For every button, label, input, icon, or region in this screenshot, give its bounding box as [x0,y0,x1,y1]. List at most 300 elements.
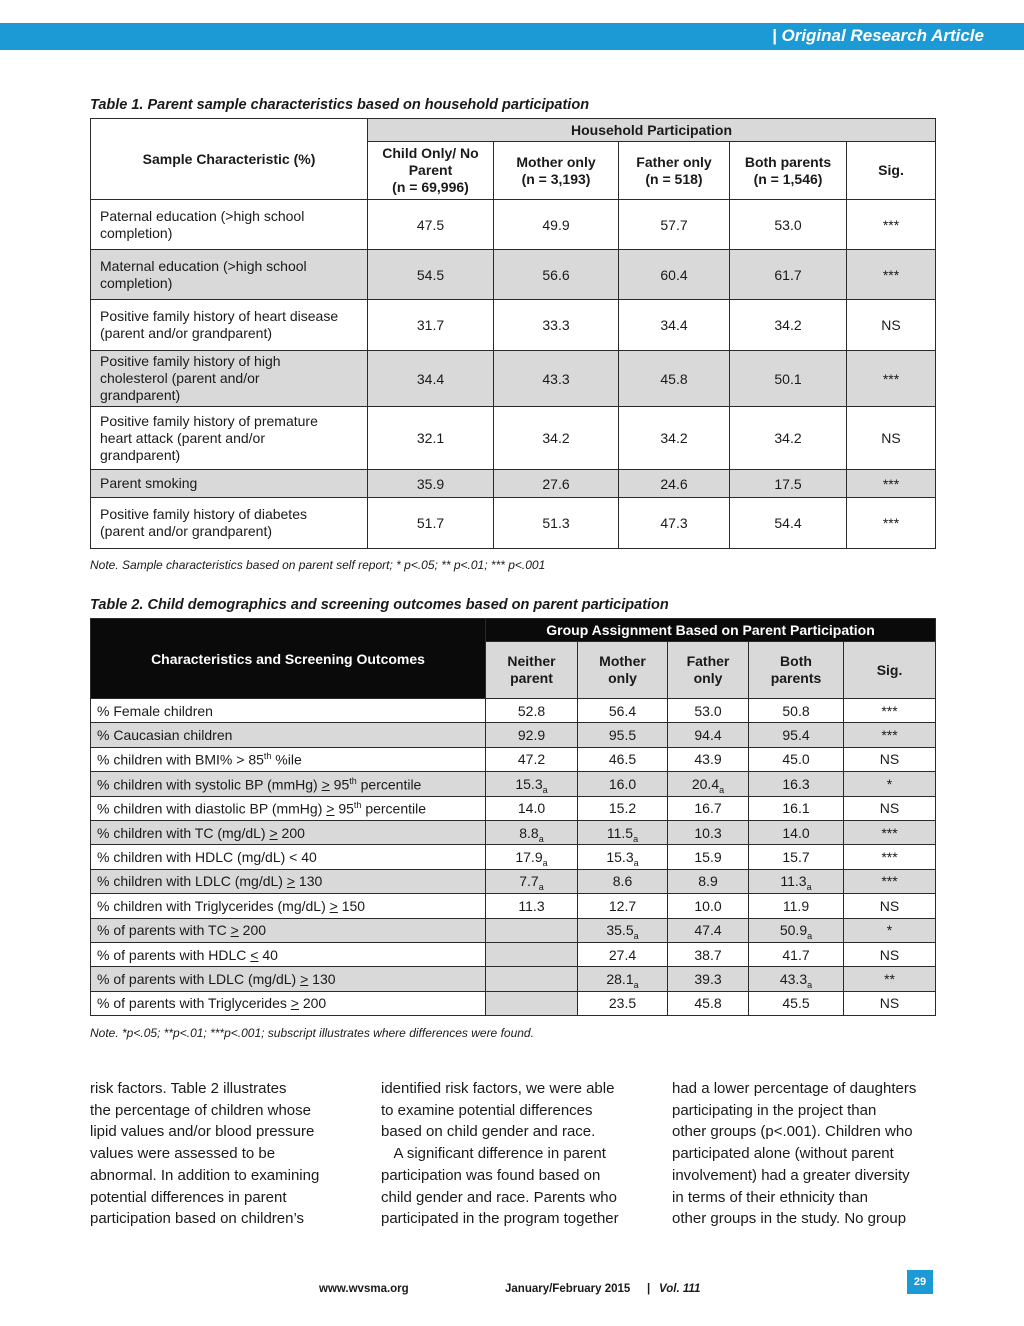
col-header [619,142,730,200]
body-line: participation was found based on [381,1166,601,1184]
subscript-marker: a [719,784,725,795]
article-type-label: | Original Research Article [772,26,984,45]
cell-value: 53.0 [730,200,847,250]
label-text: % Caucasian children [97,727,233,744]
row-label [91,351,368,407]
label-text: 200 [238,922,267,939]
text-line: heart attack (parent and/or [100,429,265,446]
value-text: 8.6 [612,873,633,890]
col-header [494,142,619,200]
table-row [91,942,936,966]
value-text: *** [881,702,898,719]
text-line: Paternal education (>high school [100,207,305,224]
cell-value [844,894,936,918]
body-column-1 [90,1078,352,1230]
cell-value: 57.7 [619,200,730,250]
row-label [91,869,486,893]
cell-value [578,918,668,942]
empty-cell [486,918,578,942]
comparison-symbol: > [230,922,239,939]
text-line: parent [510,670,553,686]
value-text: 10.3 [694,824,722,841]
body-line: other groups (p<.001). Children who [672,1123,913,1141]
text-line: Father [686,653,730,669]
comparison-symbol: > [290,995,299,1012]
empty-cell [486,967,578,991]
text-line: (parent and/or grandparent) [100,325,272,341]
body-line: A significant difference in parent [381,1145,606,1163]
body-line: child gender and race. Parents who [381,1188,617,1206]
cell-value: 32.1 [368,407,494,470]
cell-value [486,845,578,869]
cell-value [668,918,749,942]
value-text: 15.3 [606,849,634,866]
value-text: 14.0 [782,824,810,841]
cell-value: *** [847,470,936,498]
value-text: NS [879,751,900,768]
value-text: 15.9 [694,849,722,866]
cell-value: 34.2 [730,407,847,470]
cell-value: *** [847,498,936,549]
table2-note: Note. *p<.05; **p<.01; ***p<.001; subscript illustrates where differences were found. [90,1026,534,1040]
text-line: Father only [636,153,712,170]
table-row [91,200,936,250]
value-text: 12.7 [608,897,637,914]
label-text: percentile [361,800,427,817]
row-label [91,200,368,250]
col-header [578,642,668,699]
cell-value: 31.7 [368,300,494,351]
text-line: Neither [507,653,556,669]
value-text: 15.7 [782,849,810,866]
value-text: 16.3 [782,775,810,792]
body-line: in terms of their ethnicity than [672,1188,868,1206]
text-line: Child Only/ No [382,145,479,161]
cell-value: 34.4 [619,300,730,351]
subscript-marker: a [633,979,639,990]
value-text: 16.1 [782,800,810,817]
value-text: 23.5 [608,995,637,1012]
cell-value [578,747,668,771]
row-label [91,723,486,747]
text-line: (n = 69,996) [392,179,469,195]
text-line: completion) [100,274,173,291]
cell-value: NS [847,407,936,470]
comparison-symbol: < [250,946,259,963]
label-text: % of parents with LDLC (mg/dL) [97,970,301,987]
col-header [844,642,936,699]
value-text: 43.9 [694,751,722,768]
row-label [91,991,486,1015]
value-text: 16.7 [694,800,722,817]
cell-value [668,723,749,747]
row-label [91,845,486,869]
value-text: 8.9 [698,873,718,890]
cell-value [844,820,936,844]
subscript-marker: a [806,882,812,893]
text-line: parents [770,670,822,686]
body-line: values were assessed to be [90,1145,276,1163]
comparison-symbol: > [269,824,278,841]
text-line: Sig. [876,661,903,678]
cell-value [486,747,578,771]
col-header [368,142,494,200]
value-text: ** [884,970,895,987]
col-header [847,142,936,200]
text-line: only [693,670,723,686]
col-header-characteristic: Sample Characteristic (%) [91,119,368,200]
comparison-symbol: > [300,970,309,987]
header-bar [0,23,1024,50]
empty-cell [486,991,578,1015]
row-label [91,250,368,300]
value-text: 27.4 [608,946,637,963]
cell-value: *** [847,250,936,300]
table-row [91,820,936,844]
body-line: participation based on children’s [90,1210,305,1228]
body-line: abnormal. In addition to examining [90,1166,320,1184]
row-label [91,796,486,820]
cell-value [844,845,936,869]
footer-volume: Vol. 111 [659,1283,701,1295]
cell-value: 45.8 [619,351,730,407]
value-text: 47.4 [694,922,722,939]
cell-value [844,796,936,820]
body-line: participating in the project than [672,1101,877,1119]
cell-value: 24.6 [619,470,730,498]
value-text: 43.3 [779,970,808,987]
cell-value [749,869,844,893]
value-text: 11.3 [518,897,545,914]
text-line: only [608,670,637,686]
value-text: 45.5 [782,995,810,1012]
subscript-marker: a [542,858,548,869]
row-label [91,942,486,966]
value-text: 92.9 [517,727,546,744]
value-text: 11.3 [780,873,807,890]
value-text: 53.0 [694,702,722,719]
text-line: Positive family history of high [100,353,281,369]
comparison-symbol: > [326,800,335,817]
label-text: % children with systolic BP (mmHg) [97,776,322,793]
footer-separator: | [647,1283,651,1295]
cell-value [749,918,844,942]
cell-value [668,967,749,991]
table-row [91,772,936,796]
value-text: 20.4 [691,775,720,792]
subscript-marker: a [633,833,639,844]
label-text: % children with LDLC (mg/dL) [97,873,287,890]
cell-value: 54.4 [730,498,847,549]
value-text: 45.8 [694,995,722,1012]
text-line: completion) [100,224,173,241]
cell-value [844,991,936,1015]
cell-value [844,869,936,893]
cell-value: 35.9 [368,470,494,498]
subscript-marker: a [538,833,544,844]
value-text: * [886,922,893,939]
ordinal-suffix: th [263,751,272,762]
ordinal-suffix: th [349,775,357,786]
table-row [91,300,936,351]
cell-value [749,845,844,869]
label-text: % of parents with HDLC [97,946,251,963]
label-text: % of parents with Triglycerides [97,995,291,1012]
footer-issue-date: January/February 2015 [505,1283,631,1295]
label-text: 200 [277,824,305,841]
body-column-2 [381,1078,643,1230]
cell-value: 51.3 [494,498,619,549]
cell-value: 34.4 [368,351,494,407]
cell-value [486,723,578,747]
comparison-symbol: > [286,873,296,890]
cell-value [844,772,936,796]
cell-value [844,918,936,942]
empty-cell [486,942,578,966]
row-label [91,407,368,470]
row-label [91,699,486,723]
value-text: 41.7 [782,946,810,963]
header-row [91,119,936,142]
comparison-symbol: > [329,897,338,914]
text-line: Sig. [878,162,904,178]
value-text: 95.4 [782,727,810,744]
value-text: NS [879,946,900,963]
cell-value [749,699,844,723]
value-text: 7.7 [519,873,539,890]
cell-value: 33.3 [494,300,619,351]
text-line: Positive family history of heart disease [100,308,339,324]
comparison-symbol: > [321,776,330,793]
cell-value [668,845,749,869]
cell-value [486,820,578,844]
text-line: Mother [599,653,646,669]
label-text: percentile [356,776,422,793]
value-text: NS [879,897,900,914]
row-label [91,820,486,844]
value-text: 16.0 [608,775,637,792]
text-line: grandparent) [100,387,181,403]
cell-value [578,820,668,844]
text-line: Positive family history of diabetes [100,506,307,522]
cell-value [486,869,578,893]
text-line: Both [780,653,812,669]
value-text: NS [879,800,900,817]
cell-value [668,942,749,966]
cell-value [578,796,668,820]
cell-value [578,942,668,966]
cell-value [844,967,936,991]
table-row [91,918,936,942]
value-text: *** [881,824,898,841]
cell-value: 47.5 [368,200,494,250]
value-text: *** [881,849,898,866]
cell-value [749,723,844,747]
table1 [90,118,936,549]
cell-value [844,699,936,723]
value-text: 95.5 [608,727,637,744]
cell-value: 49.9 [494,200,619,250]
value-text: 11.5 [606,824,634,841]
cell-value [486,699,578,723]
cell-value [668,747,749,771]
label-text: 40 [258,946,278,963]
value-text: 8.8 [519,824,539,841]
table-row [91,991,936,1015]
cell-value [668,699,749,723]
value-text: 15.2 [608,800,637,817]
label-text: % children with BMI% > 85 [97,751,264,768]
cell-value [749,820,844,844]
table1-caption: Table 1. Parent sample characteristics based on household participation [90,97,590,113]
value-text: 56.4 [608,702,637,719]
cell-value: 34.2 [730,300,847,351]
value-text: 52.8 [517,702,546,719]
body-line: risk factors. Table 2 illustrates [90,1080,287,1097]
cell-value [844,723,936,747]
text-line: (n = 1,546) [753,170,823,187]
cell-value: 56.6 [494,250,619,300]
cell-value: 34.2 [494,407,619,470]
value-text: 94.4 [694,727,722,744]
table-row [91,747,936,771]
body-line: to examine potential differences [381,1101,593,1119]
cell-value [486,894,578,918]
cell-value: 51.7 [368,498,494,549]
table-row [91,470,936,498]
body-line: participated in the program together [381,1210,619,1228]
table-row [91,796,936,820]
group-header: Household Participation [368,119,936,142]
label-text: 95 [329,776,350,793]
cell-value [749,747,844,771]
subscript-marker: a [538,882,544,893]
value-text: 10.0 [694,897,722,914]
value-text: 35.5 [606,922,634,939]
cell-value [749,942,844,966]
body-line: potential differences in parent [90,1188,287,1206]
body-line: the percentage of children whose [90,1101,311,1119]
page-number: 29 [907,1270,933,1294]
ordinal-suffix: th [353,799,362,810]
cell-value [578,699,668,723]
label-text: 130 [308,970,336,987]
label-text: %ile [271,751,302,768]
text-line: Both parents [744,153,832,170]
cell-value [749,967,844,991]
cell-value: NS [847,300,936,351]
value-text: 46.5 [608,751,637,768]
cell-value [668,796,749,820]
value-text: 50.8 [782,702,810,719]
text-line: Parent [408,162,453,178]
value-text: * [886,775,893,792]
table-row [91,699,936,723]
body-line: had a lower percentage of daughters [672,1080,917,1097]
table-row [91,407,936,470]
subscript-marker: a [807,931,813,942]
label-text: % children with TC (mg/dL) [97,824,270,841]
value-text: NS [879,995,900,1012]
text-line: (n = 518) [645,170,703,187]
cell-value [578,894,668,918]
table2 [90,618,936,1016]
text-line: cholesterol (parent and/or [100,370,260,386]
label-text: % of parents with TC [97,922,231,939]
cell-value: 17.5 [730,470,847,498]
row-label [91,300,368,351]
body-line: involvement) had a greater diversity [672,1166,910,1184]
value-text: 11.9 [782,897,810,914]
value-text: *** [881,727,898,744]
cell-value: 43.3 [494,351,619,407]
col-header [730,142,847,200]
text-line: Maternal education (>high school [100,257,307,274]
cell-value [844,942,936,966]
table-row [91,250,936,300]
text-line: Positive family history of premature [100,412,318,429]
subscript-marker: a [542,784,548,795]
row-label [91,918,486,942]
value-text: 15.3 [515,775,543,792]
cell-value [578,723,668,747]
row-label [91,772,486,796]
row-label [91,470,368,498]
value-text: *** [881,873,898,890]
text-line: (parent and/or grandparent) [100,523,272,539]
text-line: grandparent) [100,446,181,463]
subscript-marker: a [633,858,639,869]
table-row [91,351,936,407]
body-column-3 [672,1078,947,1230]
cell-value [578,967,668,991]
body-line: identified risk factors, we were able [381,1080,615,1097]
col-header [486,642,578,699]
table-row [91,845,936,869]
label-text: 200 [298,995,327,1012]
cell-value [668,991,749,1015]
cell-value [749,894,844,918]
cell-value [749,796,844,820]
cell-value: 61.7 [730,250,847,300]
label-text: % children with diastolic BP (mmHg) [97,800,327,817]
value-text: 17.9 [515,849,543,866]
row-label [91,747,486,771]
value-text: 50.9 [779,922,808,939]
cell-value: *** [847,351,936,407]
table-row [91,967,936,991]
cell-value: 60.4 [619,250,730,300]
cell-value [668,772,749,796]
value-text: 14.0 [517,800,546,817]
table2-caption: Table 2. Child demographics and screening outcomes based on parent participation [90,597,669,613]
row-label [91,967,486,991]
cell-value [668,869,749,893]
header-row [91,619,936,642]
text-line: (n = 3,193) [521,170,591,187]
cell-value [749,991,844,1015]
cell-value: 27.6 [494,470,619,498]
group-header: Group Assignment Based on Parent Participation [486,619,936,642]
footer-website[interactable]: www.wvsma.org [319,1283,409,1295]
subscript-marker: a [807,979,813,990]
cell-value [668,894,749,918]
label-text: % children with HDLC (mg/dL) < 40 [97,849,317,866]
label-text: 95 [334,800,354,817]
cell-value: 34.2 [619,407,730,470]
body-line: lipid values and/or blood pressure [90,1123,315,1141]
table-row [91,869,936,893]
